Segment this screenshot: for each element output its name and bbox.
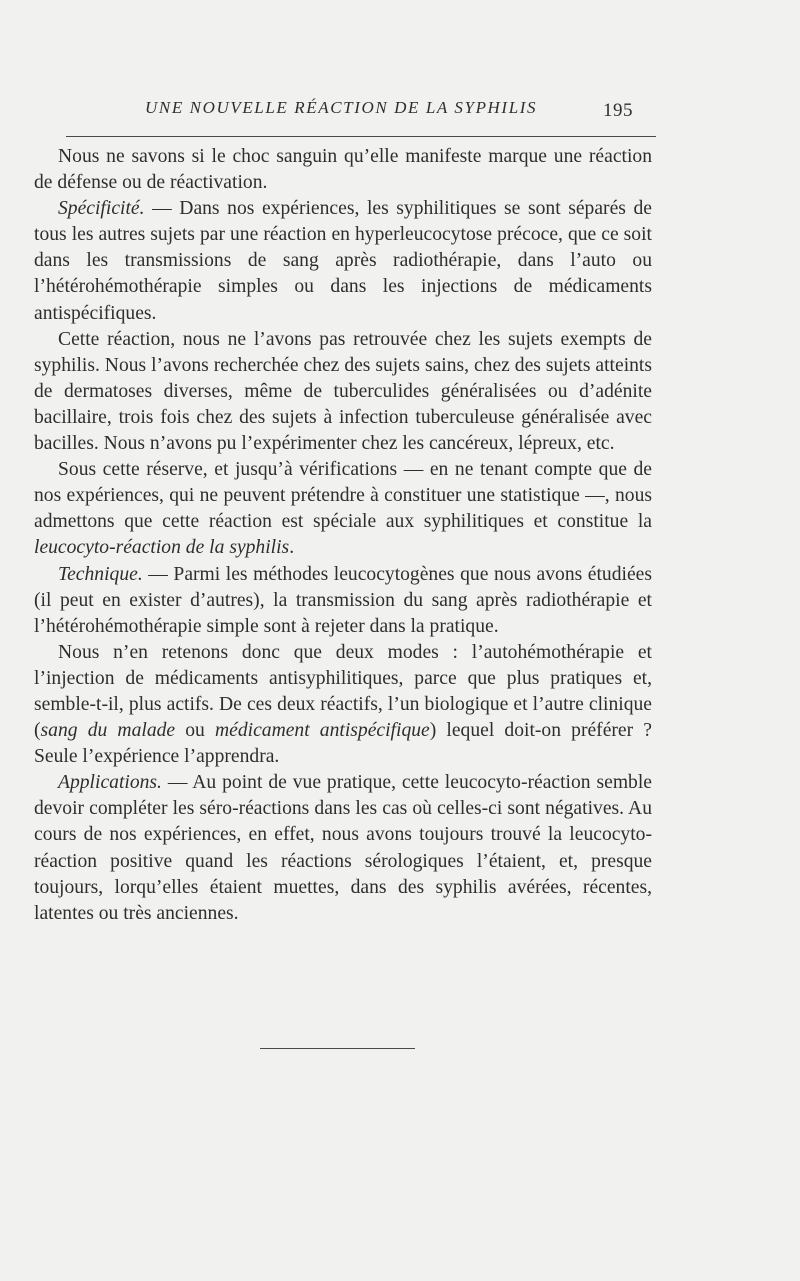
body-text bbox=[34, 144, 652, 927]
page-number: 195 bbox=[603, 100, 633, 121]
paragraph-text: Nous n’en retenons donc que deux modes : l’autohémothérapie et l’injection de médicaments antisyphilitiques, parce que plus pratiques et, semble-t-il, plus actifs. De ces deux réactifs, l’un biologique et l’autre clinique ( bbox=[34, 641, 652, 742]
paragraph-choc-sanguin bbox=[34, 144, 652, 196]
header-rule bbox=[66, 136, 656, 137]
emphasis-sang-du-malade: sang du malade bbox=[40, 720, 176, 742]
running-title: UNE NOUVELLE RÉACTION DE LA SYPHILIS bbox=[145, 98, 538, 117]
paragraph-text: — Parmi les méthodes leucocytogènes que nous avons étudiées (il peut en exister d’autres), la transmission du sang après radiothérapie et l’hétérohémothérapie simple sont à rejeter dans la pratique. bbox=[34, 563, 652, 637]
paragraph-sujets-exempts bbox=[34, 327, 652, 457]
emphasis-leucocyto-reaction: leucocyto-réaction de la syphilis bbox=[34, 537, 290, 559]
paragraph-mid: ou bbox=[175, 720, 215, 742]
emphasis-medicament-antispecifique: médicament antispécifique bbox=[215, 720, 430, 742]
paragraph-reserve bbox=[34, 457, 652, 561]
paragraph-tail: ) lequel doit-on préférer ? Seule l’expérience l’apprendra. bbox=[34, 720, 652, 768]
paragraph-text: Sous cette réserve, et jusqu’à vérifications — en ne tenant compte que de nos expériences, qui ne peuvent prétendre à constituer une statistique —, nous admettons que cette réaction est spéciale aux syphilitiques et constitue la bbox=[34, 459, 652, 533]
paragraph-text: — Au point de vue pratique, cette leucocyto-réaction semble devoir compléter les séro-réactions dans les cas où celles-ci sont négatives. Au cours de nos expériences, en effet, nous avons toujours trouvé la leucocyto-réaction positive quand les réactions sérologiques l’étaient, et, presque toujours, lorqu’elles étaient muettes, dans des syphilis avérées, récentes, latentes ou très anciennes. bbox=[34, 772, 652, 924]
paragraph-text: Nous ne savons si le choc sanguin qu’elle manifeste marque une réaction de défense ou de réactivation. bbox=[34, 146, 652, 194]
paragraph-text: — Dans nos expériences, les syphilitiques se sont séparés de tous les autres sujets par une réaction en hyperleucocytose précoce, que ce soit dans les transmissions de sang après radiothérapie, dans l’auto ou l’hétérohémothérapie simples ou dans les injections de médicaments antispécifiques. bbox=[34, 198, 652, 324]
paragraph-text: Cette réaction, nous ne l’avons pas retrouvée chez les sujets exempts de syphilis. Nous l’avons recherchée chez des sujets sains, chez des sujets atteints de dermatoses diverses, même de tuberculides généralisées ou d’adénite bacillaire, trois fois chez des sujets à infection tuberculeuse généralisée avec bacilles. Nous n’avons pu l’expérimenter chez les cancéreux, lépreux, etc. bbox=[34, 328, 652, 455]
paragraph-tail: . bbox=[289, 537, 295, 559]
section-lead-specificite: Spécificité. bbox=[58, 198, 145, 220]
section-lead-applications: Applications. bbox=[58, 772, 162, 794]
paragraph-technique bbox=[34, 562, 652, 640]
paragraph-modes bbox=[34, 640, 652, 770]
end-rule bbox=[260, 1048, 415, 1049]
section-lead-technique: Technique. bbox=[58, 563, 143, 585]
paragraph-applications bbox=[34, 770, 652, 927]
paragraph-specificite bbox=[34, 196, 652, 326]
